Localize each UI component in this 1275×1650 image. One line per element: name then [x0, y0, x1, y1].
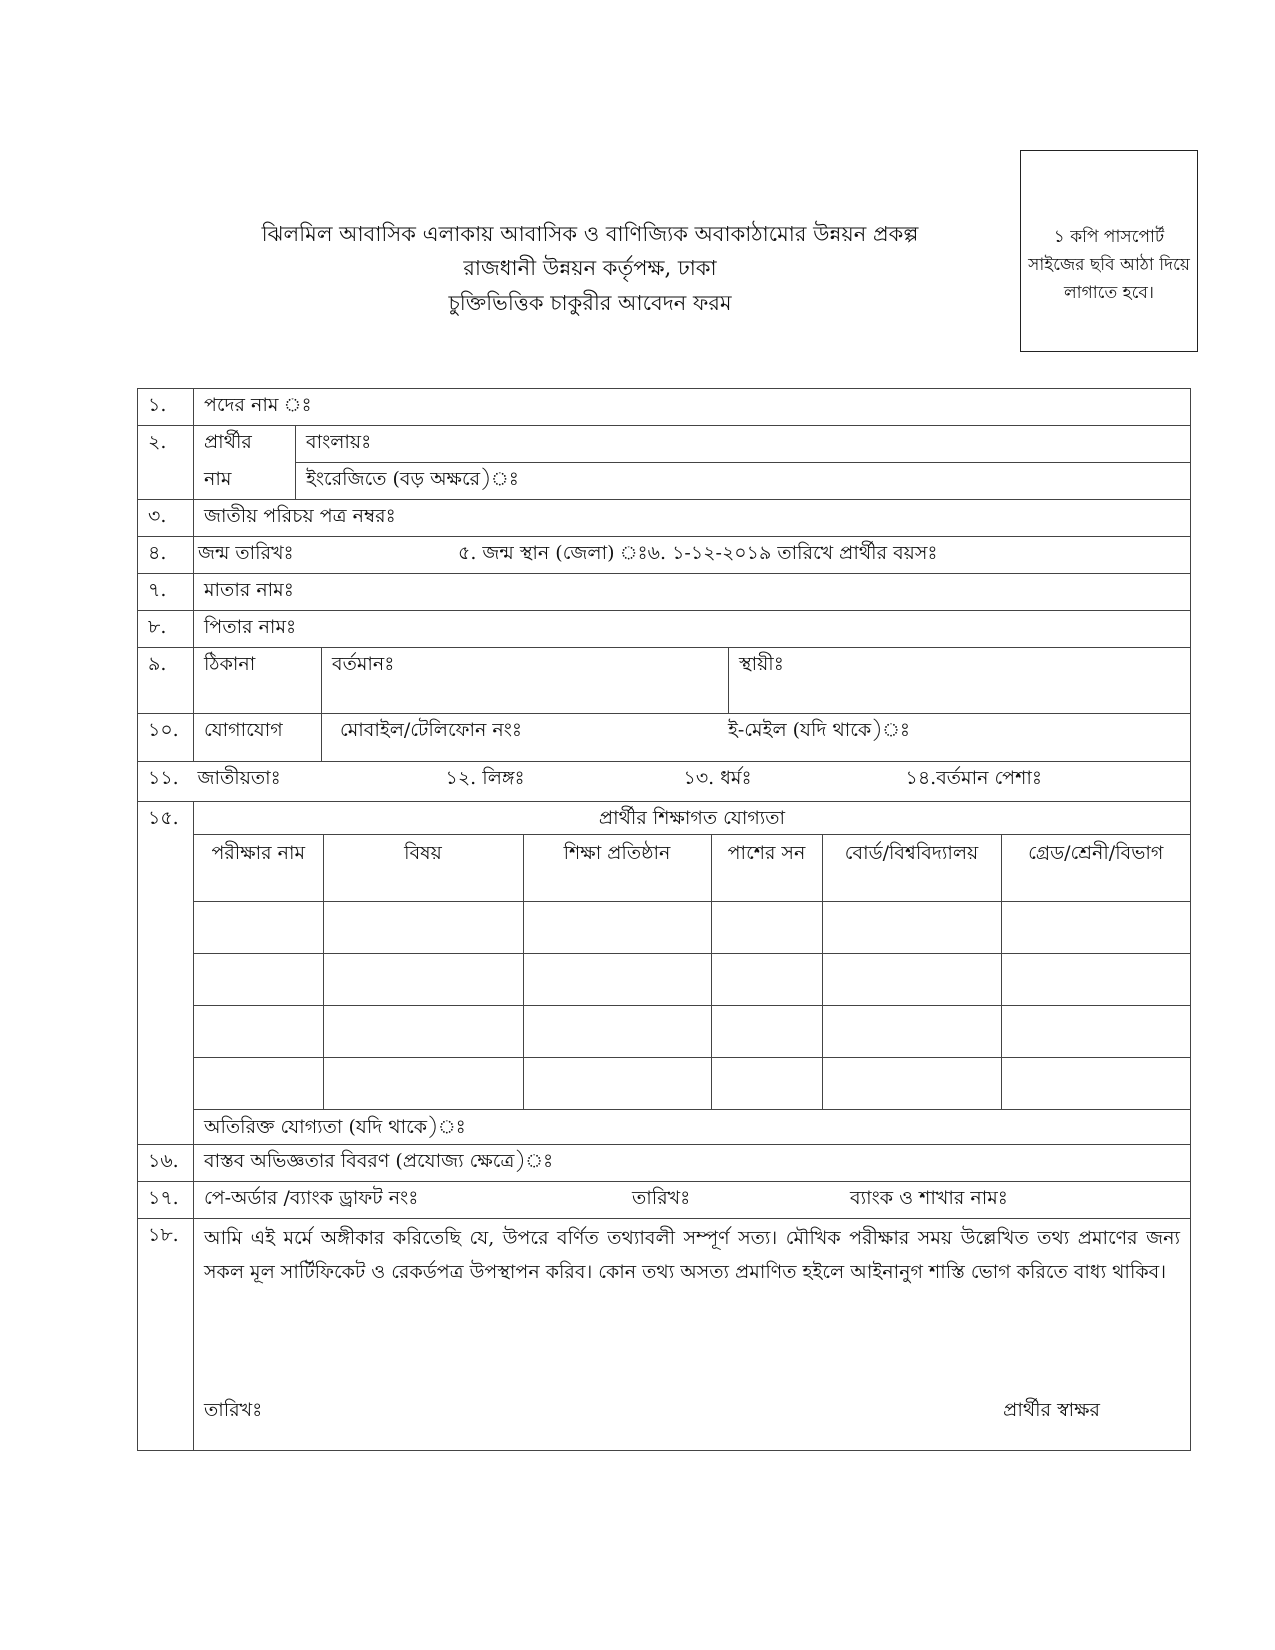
table-cell[interactable]	[711, 1005, 822, 1057]
education-title: প্রার্থীর শিক্ষাগত যোগ্যতা	[194, 802, 1190, 835]
col-grade: গ্রেড/শ্রেনী/বিভাগ	[1001, 835, 1190, 901]
table-cell[interactable]	[323, 901, 523, 953]
table-cell[interactable]	[711, 953, 822, 1005]
occupation-field[interactable]: ১৪.বর্তমান পেশাঃ	[905, 767, 1042, 789]
table-cell[interactable]	[1001, 1005, 1190, 1057]
email-field[interactable]: ই-মেইল (যদি থাকে)ঃ	[728, 719, 910, 741]
row-mother	[138, 574, 1191, 611]
table-cell[interactable]	[523, 1005, 711, 1057]
bank-branch-field[interactable]: ব্যাংক ও শাখার নামঃ	[850, 1186, 1008, 1209]
table-row	[194, 1005, 1190, 1057]
nationality-field[interactable]: জাতীয়তাঃ	[197, 767, 281, 789]
row-applicant-name-en	[138, 463, 1191, 500]
education-cell	[194, 802, 1191, 1145]
table-row	[194, 901, 1190, 953]
table-cell[interactable]	[1001, 953, 1190, 1005]
declaration-cell	[194, 1218, 1191, 1450]
table-cell[interactable]	[323, 953, 523, 1005]
table-row	[194, 1057, 1190, 1109]
table-cell[interactable]	[822, 1057, 1001, 1109]
declaration-date-field[interactable]: তারিখঃ	[204, 1398, 263, 1421]
experience-field[interactable]: বাস্তব অভিজ্ঞতার বিবরণ (প্রযোজ্য ক্ষেত্রে)ঃ	[194, 1144, 1191, 1181]
row-number: ১০.	[138, 714, 194, 762]
row-number: ১.	[138, 389, 194, 426]
signature-field[interactable]: প্রার্থীর স্বাক্ষর	[1003, 1398, 1100, 1421]
row-number: ১৭.	[138, 1181, 194, 1218]
row-number: ৮.	[138, 611, 194, 648]
row-number: ২.	[138, 426, 194, 500]
nid-field[interactable]: জাতীয় পরিচয় পত্র নম্বরঃ	[194, 500, 1191, 537]
table-cell[interactable]	[194, 953, 323, 1005]
table-cell[interactable]	[822, 901, 1001, 953]
project-title: ঝিলমিল আবাসিক এলাকায় আবাসিক ও বাণিজ্যিক অবাকাঠামোর উন্নয়ন প্রকল্প	[261, 222, 919, 246]
table-cell[interactable]	[822, 1005, 1001, 1057]
additional-qualification-field[interactable]: অতিরিক্ত যোগ্যতা (যদি থাকে)ঃ	[204, 1115, 466, 1138]
table-cell[interactable]	[523, 1057, 711, 1109]
table-cell[interactable]	[194, 1005, 323, 1057]
row-number: ১৮.	[138, 1218, 194, 1450]
row-number: ১৬.	[138, 1144, 194, 1181]
col-subject: বিষয়	[323, 835, 523, 901]
table-cell[interactable]	[194, 1057, 323, 1109]
row-education	[138, 802, 1191, 1145]
table-cell[interactable]	[323, 1057, 523, 1109]
row-number: ৯.	[138, 648, 194, 714]
payment-date-field[interactable]: তারিখঃ	[632, 1186, 691, 1209]
table-cell[interactable]	[711, 1057, 822, 1109]
row-payment	[138, 1181, 1191, 1218]
payment-cell	[194, 1181, 1191, 1218]
application-form	[137, 388, 1191, 1451]
row-applicant-name	[138, 426, 1191, 463]
row-nid	[138, 500, 1191, 537]
table-cell[interactable]	[523, 953, 711, 1005]
photo-note: ১ কপি পাসপোর্ট সাইজের ছবি আঠা দিয়ে লাগাতে হবে।	[1028, 227, 1190, 303]
row-number: ১১.	[138, 762, 194, 802]
father-name-field[interactable]: পিতার নামঃ	[194, 611, 1191, 648]
table-cell[interactable]	[323, 1005, 523, 1057]
authority-title: রাজধানী উন্নয়ন কর্তৃপক্ষ, ঢাকা	[463, 256, 717, 280]
education-table	[194, 835, 1190, 1110]
col-board: বোর্ড/বিশ্ববিদ্যালয়	[822, 835, 1001, 901]
birthplace-age-field[interactable]: ৫. জন্ম স্থান (জেলা) ঃ৬. ১-১২-২০১৯ তারিখে প্রার্থীর বয়সঃ	[458, 542, 938, 564]
contact-label: যোগাযোগ	[194, 714, 322, 762]
row-number: ৩.	[138, 500, 194, 537]
table-cell[interactable]	[523, 901, 711, 953]
photo-box	[1020, 150, 1198, 352]
permanent-address-field[interactable]: স্থায়ীঃ	[729, 648, 1191, 714]
personal-cell	[194, 762, 1191, 802]
education-header-row	[194, 835, 1190, 901]
present-address-field[interactable]: বর্তমানঃ	[322, 648, 729, 714]
row-number: ১৫.	[138, 802, 194, 1145]
contact-cell	[322, 714, 1191, 762]
row-personal	[138, 762, 1191, 802]
col-passing-year: পাশের সন	[711, 835, 822, 901]
row-birth	[138, 537, 1191, 574]
table-cell[interactable]	[1001, 1057, 1190, 1109]
declaration-text: আমি এই মর্মে অঙ্গীকার করিতেছি যে, উপরে বর্ণিত তথ্যাবলী সম্পূর্ণ সত্য। মৌখিক পরীক্ষার সময় উল্লেখিত তথ্য প্রমাণের জন্য সকল মূল সার্টিফিকেট ও রেকর্ডপত্র উপস্থাপন করিব। কোন তথ্য অসত্য প্রমাণিত হইলে আইনানুগ শাস্তি ভোগ করিতে বাধ্য থাকিব।	[204, 1226, 1180, 1283]
row-contact	[138, 714, 1191, 762]
row-experience	[138, 1144, 1191, 1181]
name-bangla-field[interactable]: বাংলায়ঃ	[296, 426, 1191, 463]
table-row	[194, 953, 1190, 1005]
religion-field[interactable]: ১৩. ধর্মঃ	[683, 767, 752, 789]
gender-field[interactable]: ১২. লিঙ্গঃ	[445, 767, 525, 789]
row-post-name	[138, 389, 1191, 426]
col-exam-name: পরীক্ষার নাম	[194, 835, 323, 901]
row-address	[138, 648, 1191, 714]
name-english-field[interactable]: ইংরেজিতে (বড় অক্ষরে)ঃ	[296, 463, 1191, 500]
form-title: চুক্তিভিত্তিক চাকুরীর আবেদন ফরম	[448, 291, 732, 315]
row-number: ৭.	[138, 574, 194, 611]
row-father	[138, 611, 1191, 648]
mother-name-field[interactable]: মাতার নামঃ	[194, 574, 1191, 611]
table-cell[interactable]	[1001, 901, 1190, 953]
row-declaration	[138, 1218, 1191, 1450]
phone-field[interactable]: মোবাইল/টেলিফোন নংঃ	[340, 719, 523, 741]
payorder-field[interactable]: পে-অর্ডার /ব্যাংক ড্রাফট নংঃ	[204, 1186, 419, 1209]
dob-field[interactable]: জন্ম তারিখঃ	[198, 542, 294, 564]
table-cell[interactable]	[822, 953, 1001, 1005]
applicant-label: প্রার্থীর	[194, 426, 296, 463]
row-number: ৪.	[138, 537, 194, 574]
birth-cell	[194, 537, 1191, 574]
address-label: ঠিকানা	[194, 648, 322, 714]
applicant-label-name: নাম	[194, 463, 296, 500]
signature-row	[204, 1391, 1180, 1431]
table-cell[interactable]	[194, 901, 323, 953]
col-institution: শিক্ষা প্রতিষ্ঠান	[523, 835, 711, 901]
table-cell[interactable]	[711, 901, 822, 953]
post-name-field[interactable]: পদের নাম ঃ	[194, 389, 1191, 426]
